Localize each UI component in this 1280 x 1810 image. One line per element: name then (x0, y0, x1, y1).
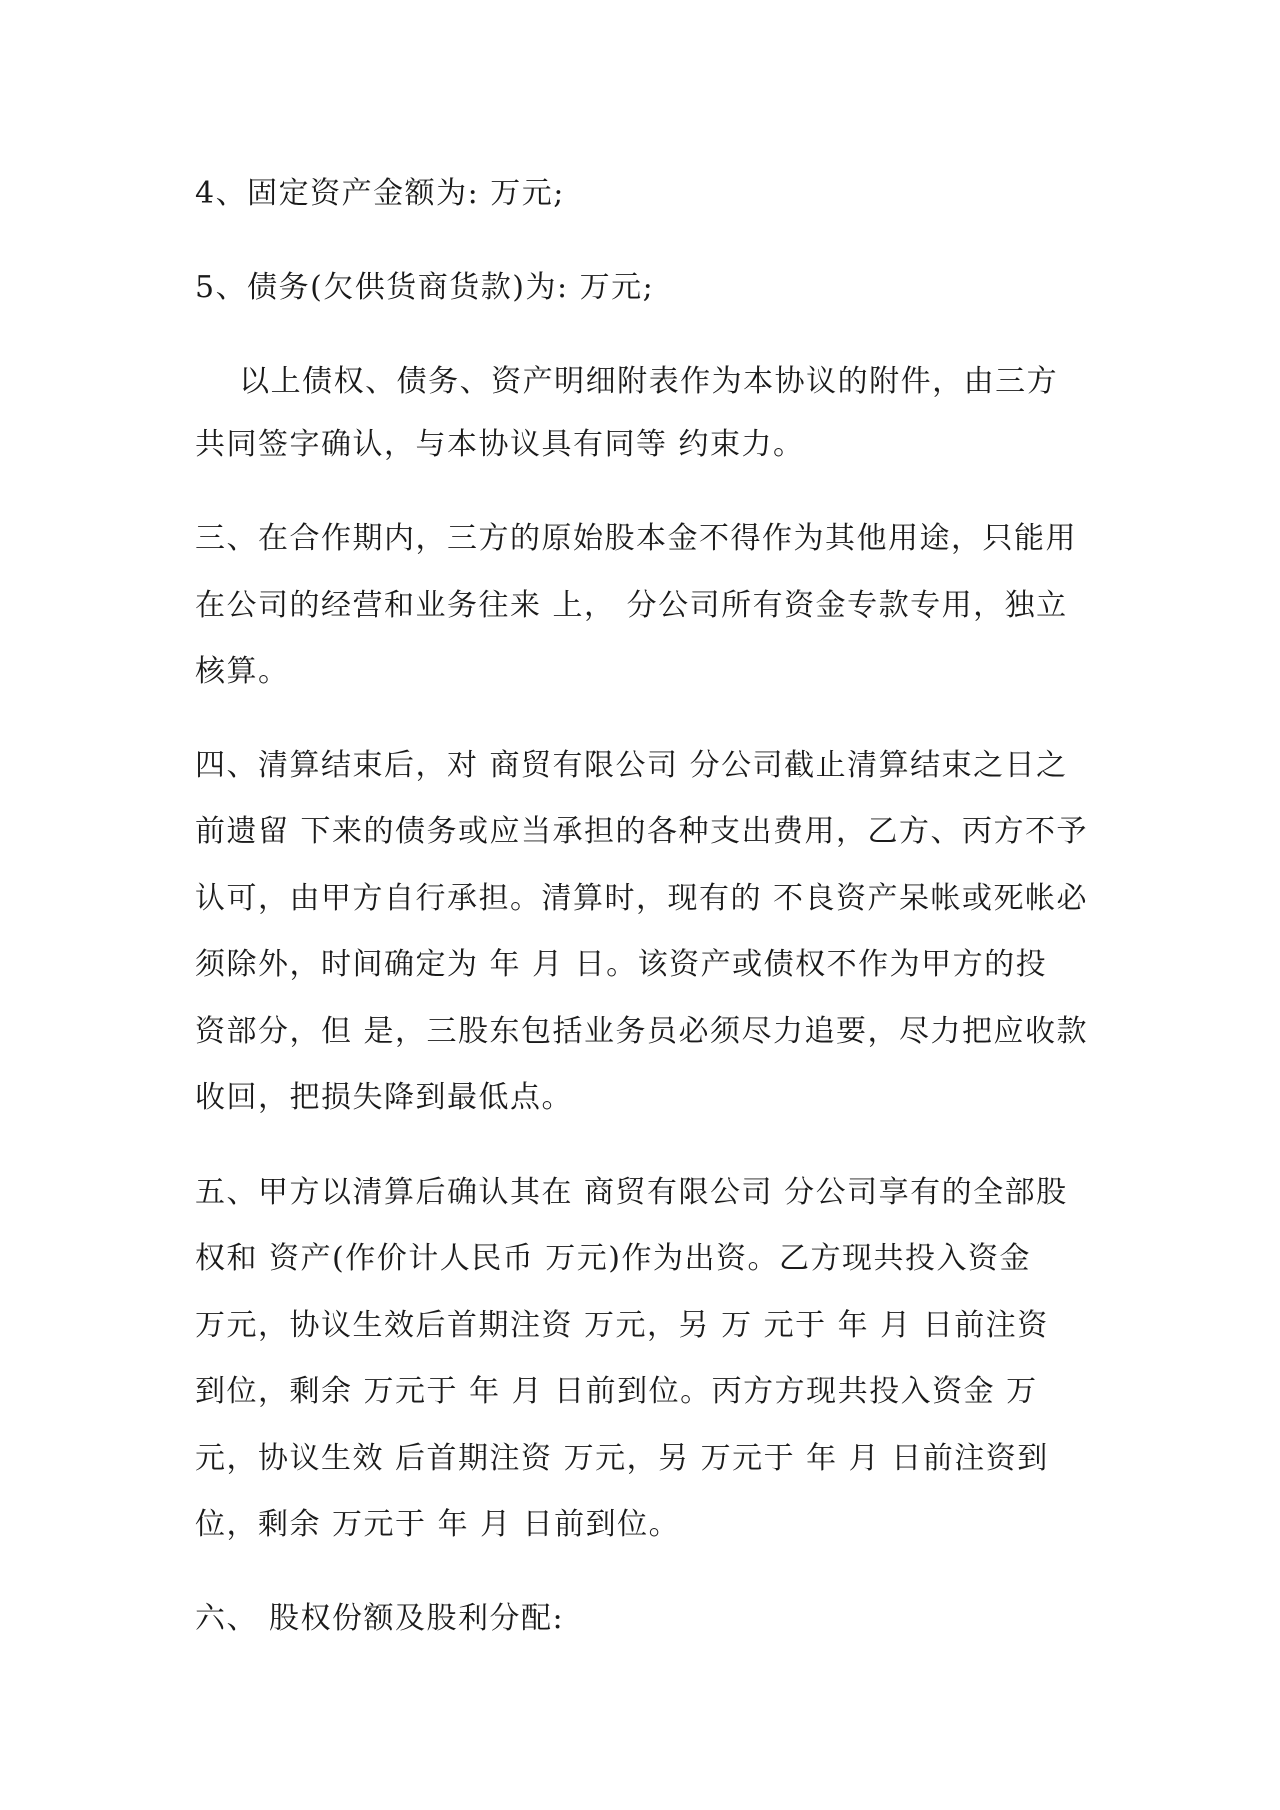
section-5-line-2: 权和 资产(作价计人民币 万元)作为出资。乙方现共投入资金 (195, 1241, 1031, 1276)
item-5-debts: 5、债务(欠供货商货款)为: 万元; (195, 270, 655, 305)
section-5-line-5: 元，协议生效 后首期注资 万元，另 万元于 年 月 日前注资到 (195, 1441, 1049, 1476)
section-5-line-3: 万元，协议生效后首期注资 万元，另 万 元于 年 月 日前注资 (195, 1308, 1049, 1343)
section-4-line-3: 认可，由甲方自行承担。清算时，现有的 不良资产呆帐或死帐必 (195, 881, 1089, 916)
section-4-line-5: 资部分，但 是，三股东包括业务员必须尽力追要，尽力把应收款 (195, 1014, 1089, 1049)
section-3-line-2: 在公司的经营和业务往来 上， 分公司所有资金专款专用，独立 (195, 588, 1068, 623)
section-4-line-6: 收回，把损失降到最低点。 (195, 1080, 573, 1115)
section-3-line-1: 三、在合作期内，三方的原始股本金不得作为其他用途，只能用 (195, 521, 1077, 556)
section-4-line-1: 四、清算结束后，对 商贸有限公司 分公司截止清算结束之日之 (195, 748, 1068, 783)
section-5-line-1: 五、甲方以清算后确认其在 商贸有限公司 分公司享有的全部股 (195, 1175, 1068, 1210)
section-4-line-4: 须除外，时间确定为 年 月 日。该资产或债权不作为甲方的投 (195, 947, 1048, 982)
item-4-fixed-assets: 4、固定资产金额为: 万元; (195, 176, 565, 211)
section-5-line-4: 到位，剩余 万元于 年 月 日前到位。丙方方现共投入资金 万 (195, 1374, 1038, 1409)
section-5-line-6: 位，剩余 万元于 年 月 日前到位。 (195, 1507, 681, 1542)
section-4-line-2: 前遗留 下来的债务或应当承担的各种支出费用，乙方、丙方不予 (195, 814, 1089, 849)
section-3-line-3: 核算。 (195, 654, 290, 689)
note-line-2: 共同签字确认，与本协议具有同等 约束力。 (195, 427, 805, 462)
note-line-1: 以上债权、债务、资产明细附表作为本协议的附件，由三方 (195, 364, 1059, 399)
section-6-heading: 六、 股权份额及股利分配: (195, 1601, 565, 1636)
